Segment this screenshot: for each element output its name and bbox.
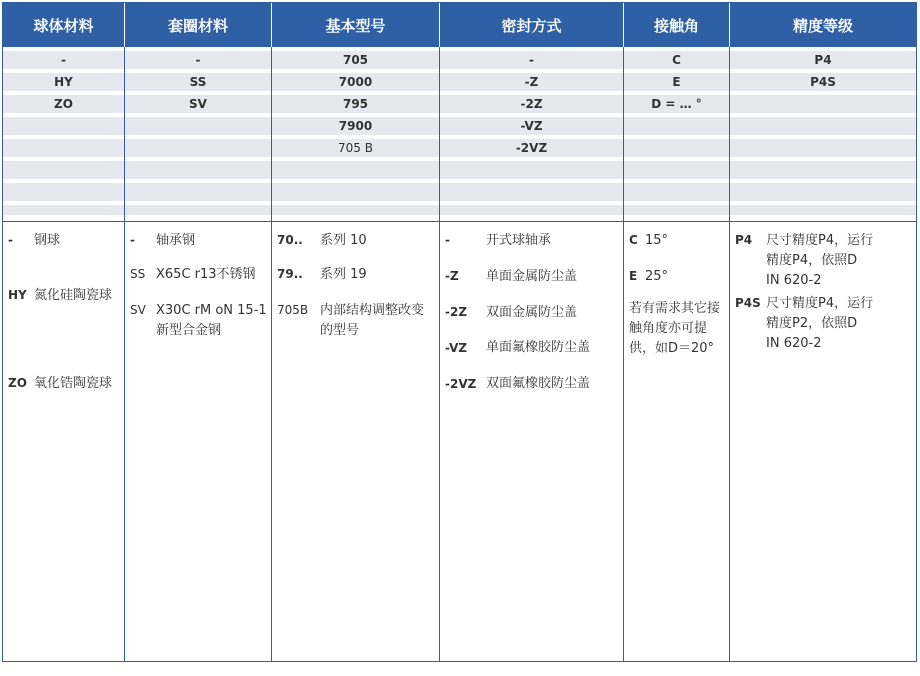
code-col4: -2Z [520,97,543,111]
desc-key: P4 [735,233,753,247]
desc-key: - [445,233,450,247]
code-col5: C [672,53,681,67]
desc-text: 单面氟橡胶防尘盖 [486,340,591,355]
code-col6: P4 [814,53,832,67]
desc-key: 79.. [277,267,303,281]
desc-text: 若有需求其它接触角度亦可提供，如D＝20° [629,301,721,356]
desc-key: -2VZ [445,377,477,391]
code-col1: HY [54,75,73,89]
desc-key: 70.. [277,233,303,247]
column-divider [271,47,272,661]
desc-text: 氧化锆陶瓷球 [34,376,113,391]
desc-text: 25° [645,269,669,284]
desc-key: -2Z [445,305,468,319]
desc-key: - [8,233,13,247]
code-rows [3,47,916,223]
desc-key: P4S [735,296,761,310]
desc-text: 尺寸精度P4，运行精度P4，依照D IN 620-2 [766,233,874,288]
desc-text: 系列 19 [320,267,367,282]
column-divider [439,47,440,661]
desc-text: 系列 10 [320,233,367,248]
desc-key: C [629,233,638,247]
desc-text: 单面金属防尘盖 [486,269,578,284]
column-divider [623,47,624,661]
column-divider [124,47,125,661]
desc-key: -VZ [445,341,468,355]
desc-text: X30C rM oN 15-1 新型合金钢 [156,303,267,338]
desc-text: 尺寸精度P4，运行精度P2，依照D IN 620-2 [766,296,874,351]
desc-text: 轴承钢 [156,233,196,248]
desc-key: E [629,269,638,283]
desc-text: X65C r13不锈钢 [156,267,256,282]
desc-text: 开式球轴承 [486,233,552,248]
header-seal-type: 密封方式 [501,16,562,35]
desc-text: 氮化硅陶瓷球 [34,288,113,303]
code-col2: SV [189,97,207,111]
desc-key: 705B [277,303,309,317]
header-contact-angle: 接触角 [653,16,699,35]
stripe-row [3,161,916,179]
desc-text: 内部结构调整改变的型号 [320,303,425,338]
desc-text: 双面金属防尘盖 [486,305,578,320]
code-col3: 795 [342,97,369,111]
code-col3: 7000 [338,75,373,89]
code-col4: - [529,53,534,67]
bearing-designation-table [2,2,917,662]
code-col4: -2VZ [515,141,548,155]
section-divider [3,221,916,222]
header-precision-class: 精度等级 [792,16,853,35]
desc-key: -Z [445,269,459,283]
stripe-row [3,183,916,201]
code-col5: D = … ° [651,97,702,111]
desc-key: SS [130,267,146,281]
header-ball-material: 球体材料 [33,16,94,35]
code-col4: -VZ [520,119,543,133]
desc-key: SV [130,303,146,317]
desc-text: 双面氟橡胶防尘盖 [486,376,591,391]
code-col5: E [672,75,681,89]
header-ring-material: 套圈材料 [167,16,228,35]
code-col3: 705 B [338,141,373,155]
desc-key: - [130,233,135,247]
desc-key: HY [8,288,27,302]
code-col2: SS [189,75,207,89]
stripe-row [3,205,916,215]
code-col4: -Z [524,75,539,89]
code-col3: 705 [342,53,369,67]
code-col1: ZO [54,97,73,111]
desc-text: 钢球 [34,233,61,248]
desc-text: 15° [645,233,669,248]
table-header [3,3,916,47]
code-col6: P4S [810,75,836,89]
code-col2: - [195,53,201,67]
header-basic-type: 基本型号 [325,16,386,35]
column-divider [729,47,730,661]
code-col3: 7900 [338,119,373,133]
desc-key: ZO [8,376,27,390]
code-col1: - [61,53,66,67]
